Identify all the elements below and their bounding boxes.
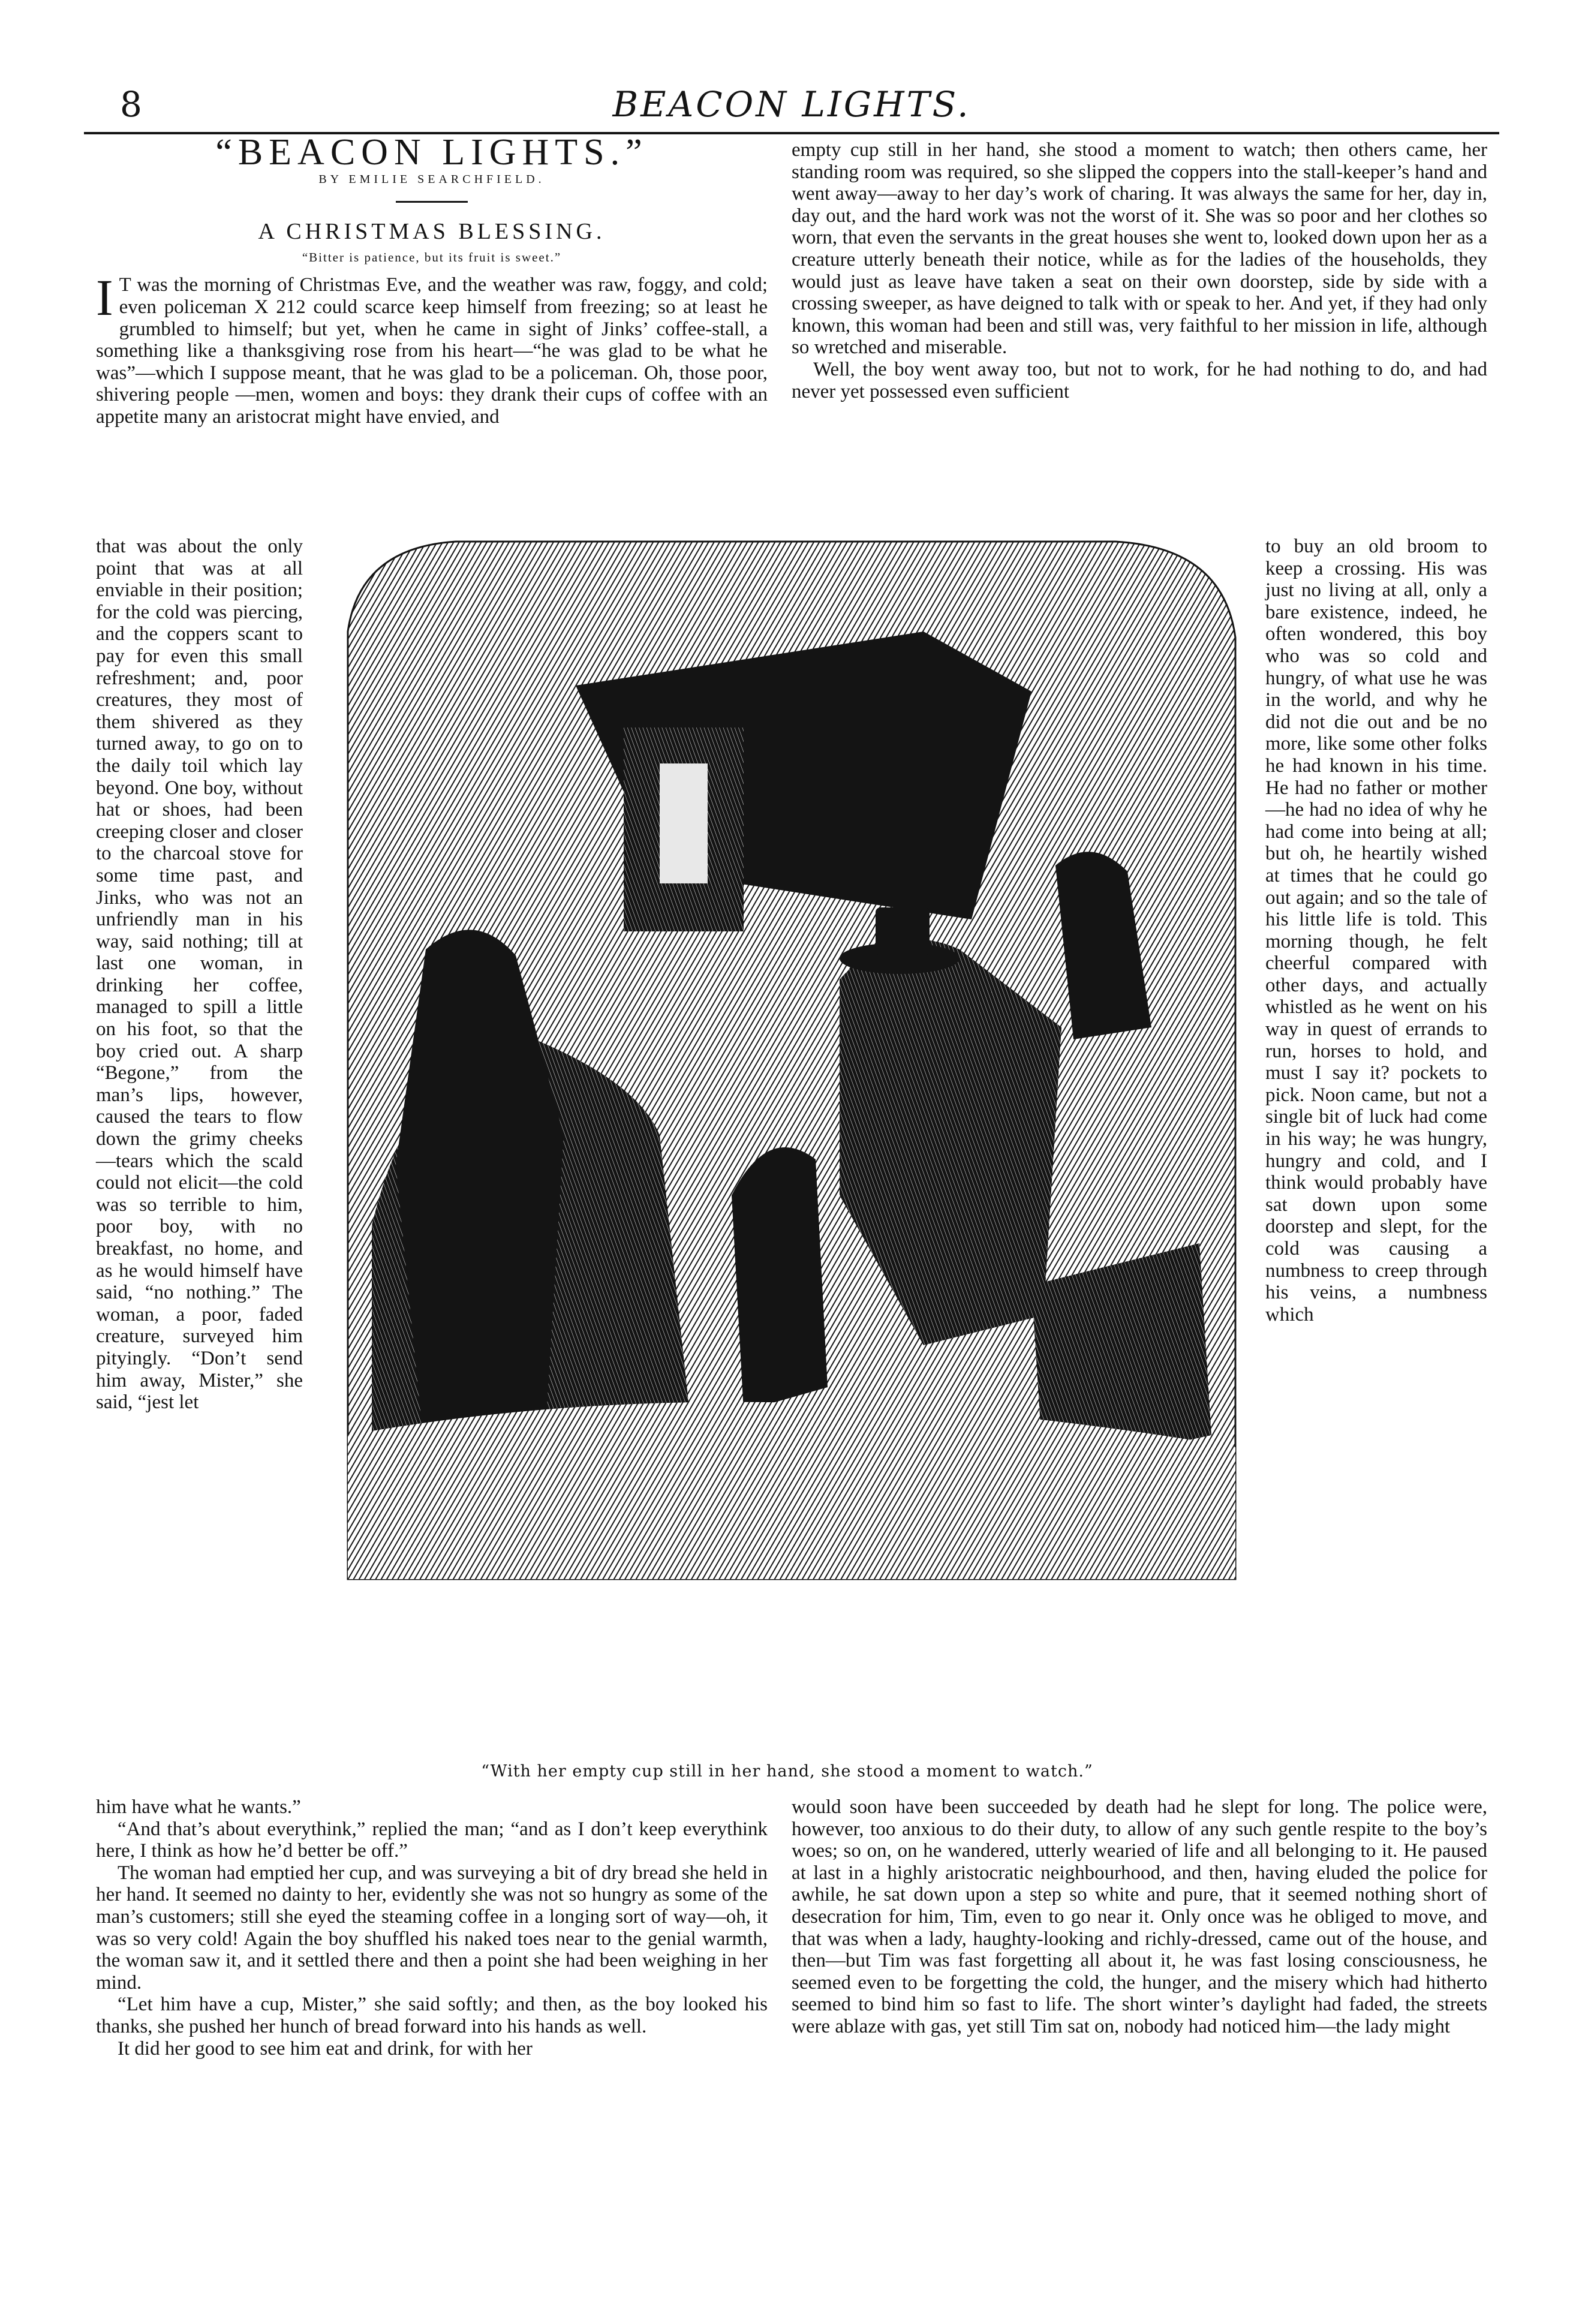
right-column-top <box>792 139 1487 402</box>
page-number: 8 <box>120 84 142 125</box>
paragraph: It did her good to see him eat and drink, for with her <box>118 2037 533 2060</box>
left-column-bottom <box>96 1796 768 2060</box>
paragraph: “Let him have a cup, Mister,” she said softly; and then, as the boy looked his thanks, she pushed her hunch of bread forward into his hands as well. <box>96 1994 768 2037</box>
right-column-bottom <box>792 1796 1487 2038</box>
article-title: “BEACON LIGHTS.” <box>215 132 648 173</box>
paragraph: him have what he wants.” <box>96 1796 301 1818</box>
byline: BY EMILIE SEARCHFIELD. <box>318 172 545 186</box>
opening-paragraph <box>96 269 768 428</box>
paragraph: would soon have been succeeded by death had he slept for long. The police were, however, too anxious to do their duty, to allow of any such gentle respite to the boy’s woes; so on, on he wandered, utterly wearied of life and all belonging to it. He paused at last in a highly aristocratic neighbourhood, and then, having eluded the police for awhile, he sat down upon a step so white and pure, that it seemed nothing short of desecration for him, Tim, even to go near it. Only once was he obliged to move, and that was when a lady, haughty-looking and richly-dressed, came out of the house, and then—but Tim was fast forgetting all about it, he was fast losing consciousness, he seemed even to be forgetting the cold, the hunger, and the misery which had hitherto seemed to bind him so fast to life. The short winter’s daylight had faded, the streets were ablaze with gas, yet still Tim sat on, nobody had noticed him—the lady might <box>792 1796 1487 2037</box>
wrap-paragraph: to buy an old broom to keep a crossing. His was just no living at all, only a bare existence, indeed, he often wondered, this boy who was so cold and hungry, of what use he was in the world, and why he did not die out and be no more, like some other folks he had known in his time. He had no father or mother—he had no idea of why he had come into being at all; but oh, he heartily wished at times that he could go out again; and so the tale of his little life is told. This morning though, he felt cheerful compared with other days, and actually whistled as he went on his way in quest of errands to run, horses to hold, and must I say it? pockets to pick. Noon came, but not a single bit of luck had come in his way; he was hungry, hungry and cold, and I think would probably have sat down upon some doorstep and slept, for the cold was causing a numbness to creep through his veins, a numbness which <box>1265 536 1487 1325</box>
paragraph: Well, the boy went away too, but not to work, for he had nothing to do, and had never yet possessed even sufficient <box>792 358 1487 402</box>
left-wrap-column <box>96 536 303 1414</box>
right-wrap-column <box>1265 536 1487 1325</box>
paragraph: The woman had emptied her cup, and was surveying a bit of dry bread she held in her hand. It seemed no dainty to her, evidently she was not so hungry as some of the man’s customers; still she eyed the steaming coffee in a longing sort of way—oh, it was so very cold! Again the boy shuffled his naked toes near to the genial warmth, the woman saw it, and it settled there and then a point she had been weighing in her mind. <box>96 1862 768 1994</box>
section-title: A CHRISTMAS BLESSING. <box>258 219 606 245</box>
left-column-top <box>96 132 768 428</box>
title-divider <box>396 201 468 203</box>
opening-paragraph-text: T was the morning of Christmas Eve, and the weather was raw, foggy, and cold; even policeman X 212 could scarce keep himself from freezing; so at least he grumbled to himself; but yet, when he came in sight of Jinks’ coffee-stall, a something like a thanksgiving rose from his heart—“he was glad to be what he was”—which I suppose meant, that he was glad to be a policeman. Oh, those poor, shivering people —men, women and boys: they drank their cups of coffee with an appetite many an aristocrat might have envied, and <box>96 274 768 428</box>
engraving-image <box>324 536 1250 1675</box>
running-title: BEACON LIGHTS. <box>612 84 971 125</box>
illustration-caption: “With her empty cup still in her hand, she stood a moment to watch.” <box>481 1762 1093 1781</box>
drop-cap: I <box>96 269 113 327</box>
paragraph: “And that’s about everythink,” replied the man; “and as I don’t keep everythink here, I think as how he’d better be off.” <box>96 1818 768 1862</box>
illustration <box>324 536 1250 1781</box>
epigraph: “Bitter is patience, but its fruit is sweet.” <box>302 249 562 264</box>
paragraph: empty cup still in her hand, she stood a moment to watch; then others came, her standing room was required, so she slipped the coppers into the stall-keeper’s hand and went away—away to her day’s work of charing. It was always the same for her, day in, day out, and the hard work was not the worst of it. She was so poor and her clothes so worn, that even the servants in the great houses she went to, looked down upon her as a creature utterly beneath their notice, while as for the ladies of the households, they would just as leave have taken a seat on their own doorstep, side by side with a crossing sweeper, as have deigned to talk with or speak to her. And yet, if they had only known, this woman had been and still was, very faithful to her mission in life, although so wretched and miserable. <box>792 139 1487 359</box>
wrap-paragraph: that was about the only point that was at all enviable in their position; for the cold was piercing, and the coppers scant to pay for even this small refreshment; and, poor creatures, they most of them shivered as they turned away, to go on to the daily toil which lay beyond. One boy, without hat or shoes, had been creeping closer and closer to the charcoal stove for some time past, and Jinks, who was not an unfriendly man in his way, said nothing; till at last one woman, in drinking her coffee, managed to spill a little on his foot, so that the boy cried out. A sharp “Begone,” from the man’s lips, however, caused the tears to flow down the grimy cheeks —tears which the scald could not elicit—the cold was so terrible to him, poor boy, with no breakfast, no home, and as he would himself have said, “no nothing.” The woman, a poor, faded creature, surveyed him pityingly. “Don’t send him away, Mister,” she said, “jest let <box>96 536 303 1414</box>
running-head <box>84 84 1499 132</box>
